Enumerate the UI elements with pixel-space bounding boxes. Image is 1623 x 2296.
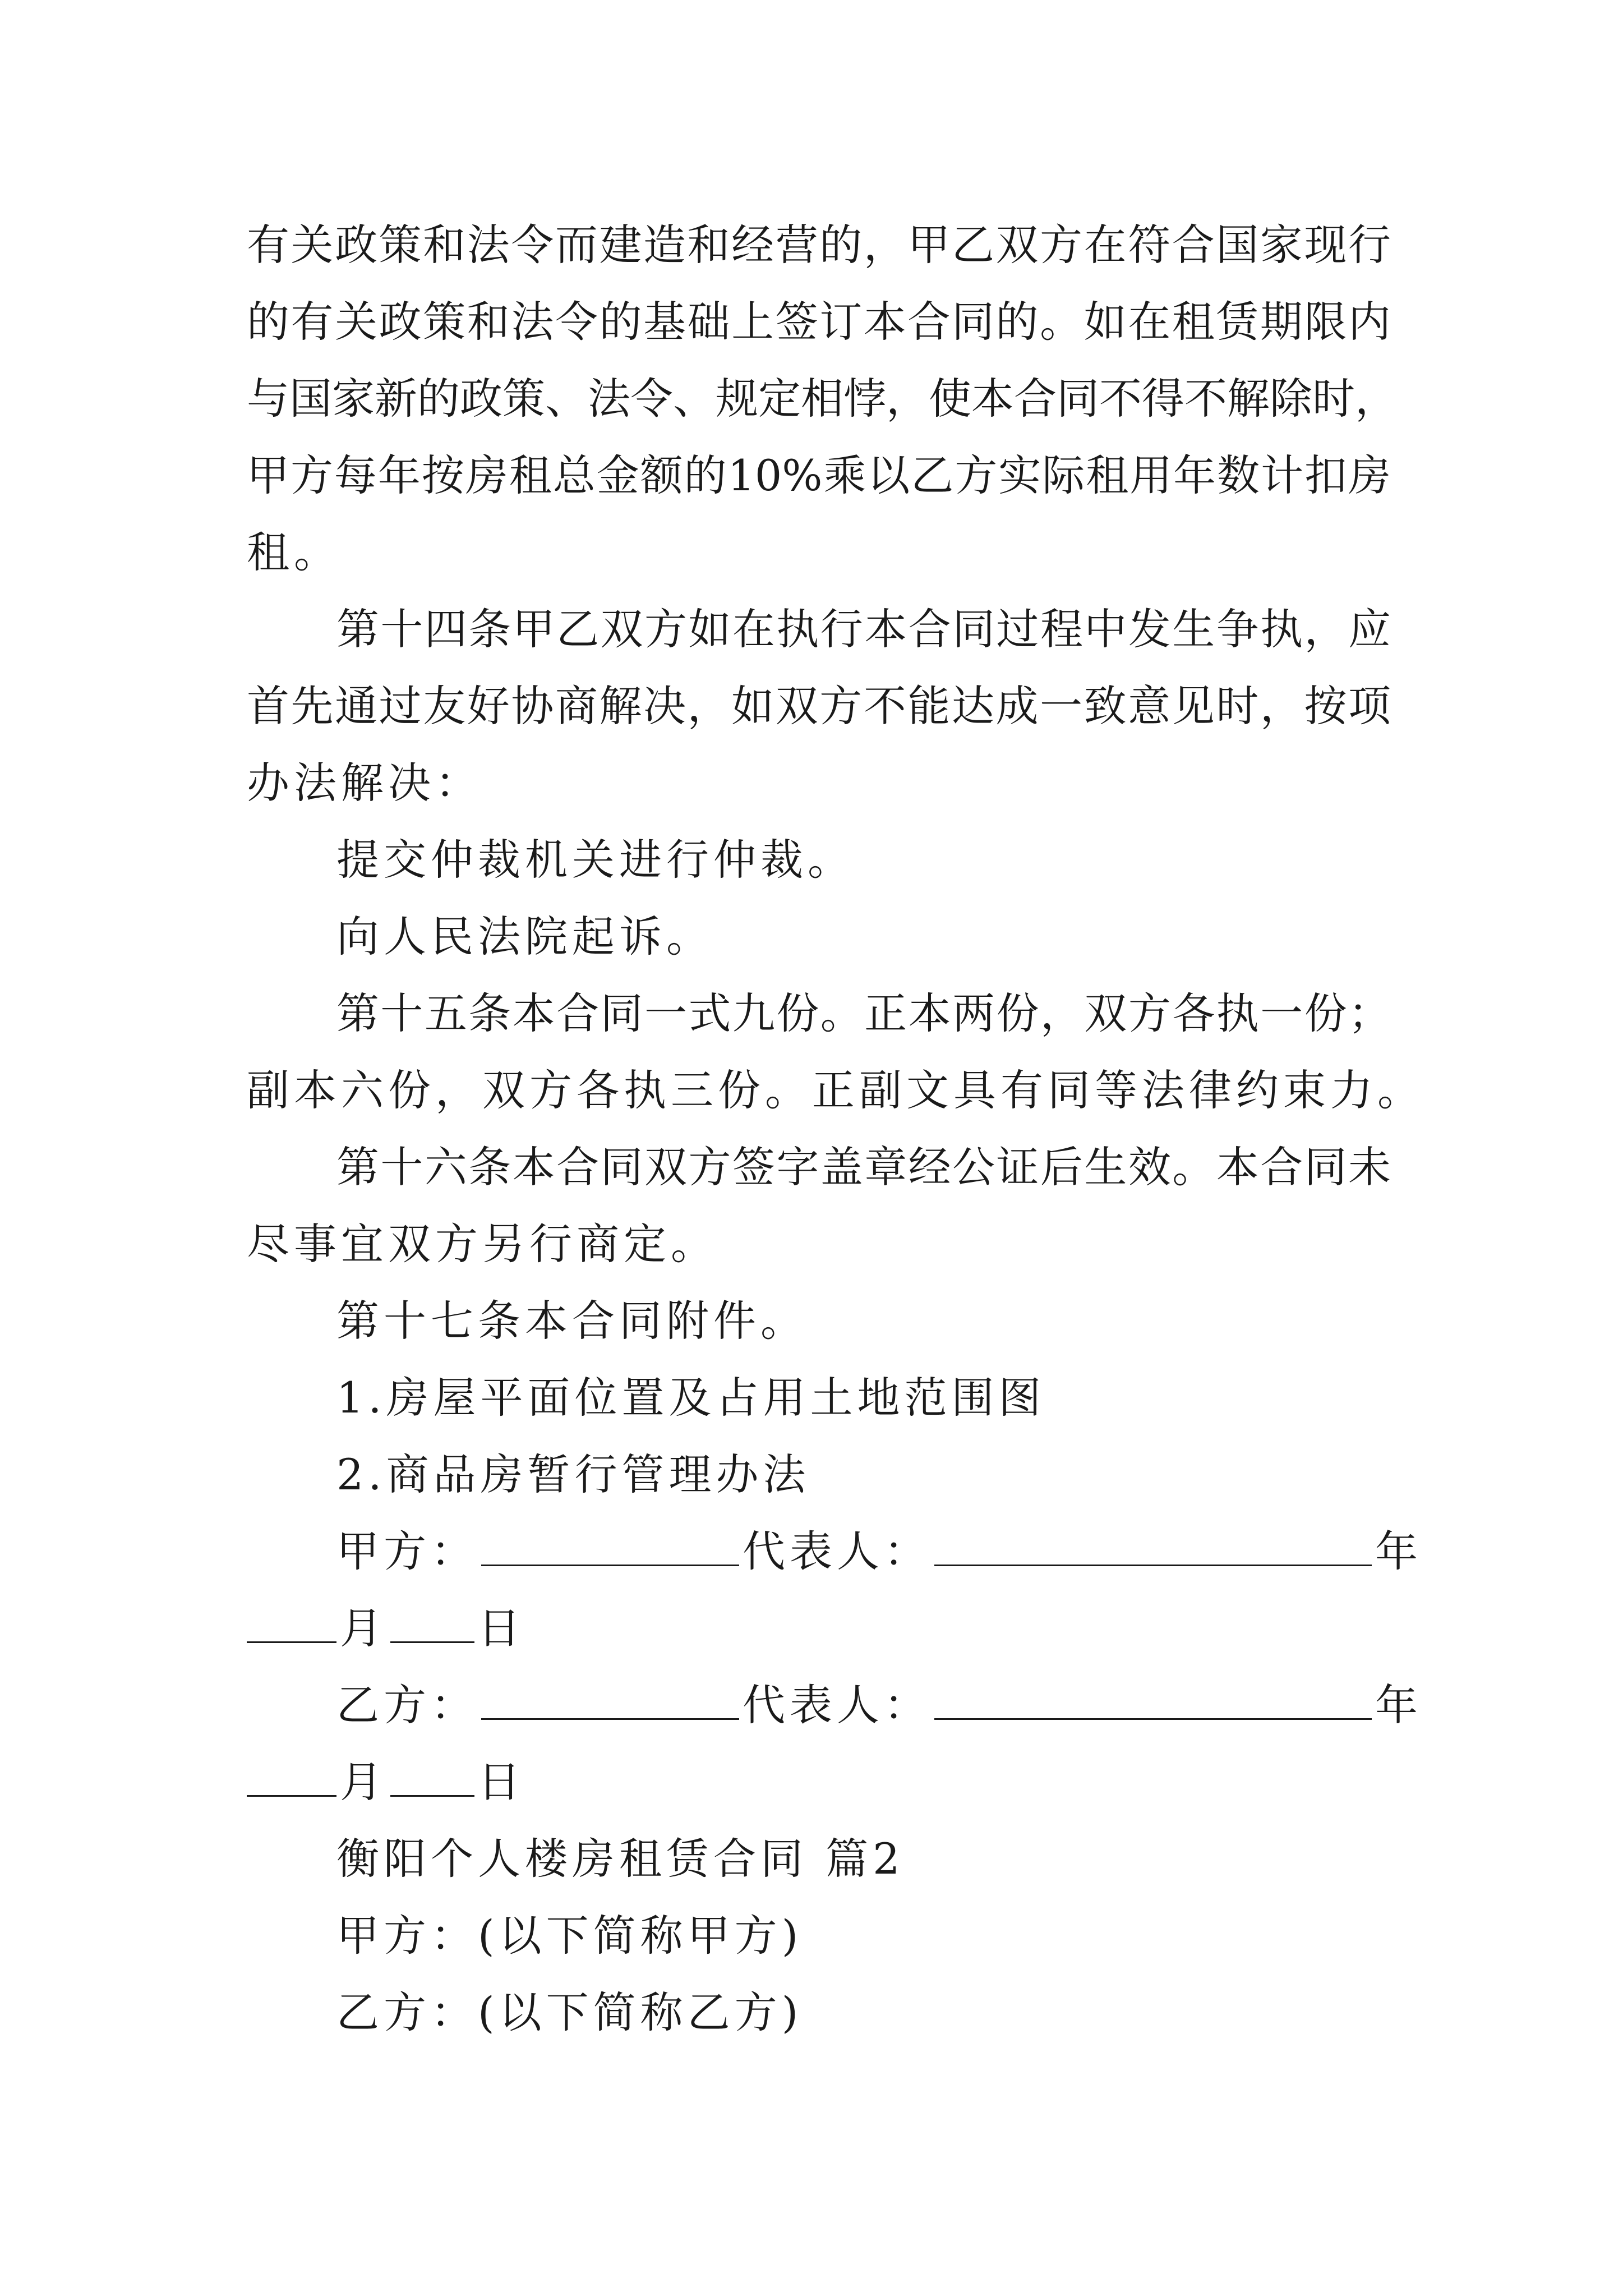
day-label: 日 [478, 1757, 525, 1807]
paragraph-line: 首先通过友好协商解决，如双方不能达成一致意见时，按项 [247, 681, 1391, 731]
option-line: 提交仲裁机关进行仲裁。 [336, 835, 855, 885]
article-14-line: 第十四条甲乙双方如在执行本合同过程中发生争执，应 [336, 604, 1391, 654]
paragraph-line: 有关政策和法令而建造和经营的，甲乙双方在符合国家现行 [247, 220, 1391, 270]
section-title: 衡阳个人楼房租赁合同 篇2 [336, 1834, 905, 1884]
article-17-line: 第十七条本合同附件。 [336, 1296, 808, 1346]
article-15-line: 第十五条本合同一式九份。正本两份，双方各执一份； [336, 988, 1391, 1038]
month-blank [247, 1754, 336, 1797]
month-label: 月 [340, 1603, 387, 1653]
option-line: 向人民法院起诉。 [336, 912, 713, 961]
year-label: 年 [1375, 1680, 1422, 1730]
rep-b-label: 代表人： [743, 1680, 931, 1730]
day-label: 日 [478, 1603, 525, 1653]
document-body [247, 206, 1424, 2051]
rep-b-blank [934, 1677, 1372, 1720]
paragraph-line: 与国家新的政策、法令、规定相悖，使本合同不得不解除时， [247, 374, 1398, 424]
party-a-line: 甲方：(以下简称甲方) [336, 1911, 803, 1961]
paragraph-line: 甲方每年按房租总金额的10%乘以乙方实际租用年数计扣房 [247, 450, 1391, 500]
paragraph-line: 副本六份，双方各执三份。正副文具有同等法律约束力。 [247, 1065, 1424, 1115]
signature-b-date-line [247, 1743, 1391, 1820]
signature-a-line [247, 1513, 1422, 1590]
day-blank [390, 1754, 474, 1797]
party-b-line: 乙方：(以下简称乙方) [336, 1987, 803, 2037]
party-a-label: 甲方： [336, 1526, 478, 1576]
year-label: 年 [1375, 1526, 1422, 1576]
article-16-line: 第十六条本合同双方签字盖章经公证后生效。本合同未 [336, 1142, 1391, 1192]
paragraph-line: 的有关政策和法令的基础上签订本合同的。如在租赁期限内 [247, 297, 1391, 347]
rep-a-blank [934, 1523, 1372, 1566]
paragraph-line: 租。 [247, 527, 341, 577]
day-blank [390, 1600, 474, 1643]
attachment-item: 1.房屋平面位置及占用土地范围图 [336, 1373, 1046, 1423]
month-label: 月 [340, 1757, 387, 1807]
rep-a-label: 代表人： [743, 1526, 931, 1576]
party-b-blank [481, 1677, 739, 1720]
party-a-blank [481, 1523, 739, 1566]
attachment-item: 2.商品房暂行管理办法 [336, 1450, 810, 1499]
signature-b-line [247, 1667, 1422, 1743]
party-b-label: 乙方： [336, 1680, 478, 1730]
month-blank [247, 1600, 336, 1643]
signature-a-date-line [247, 1590, 1391, 1667]
paragraph-line: 办法解决： [247, 758, 482, 808]
paragraph-line: 尽事宜双方另行商定。 [247, 1219, 718, 1269]
